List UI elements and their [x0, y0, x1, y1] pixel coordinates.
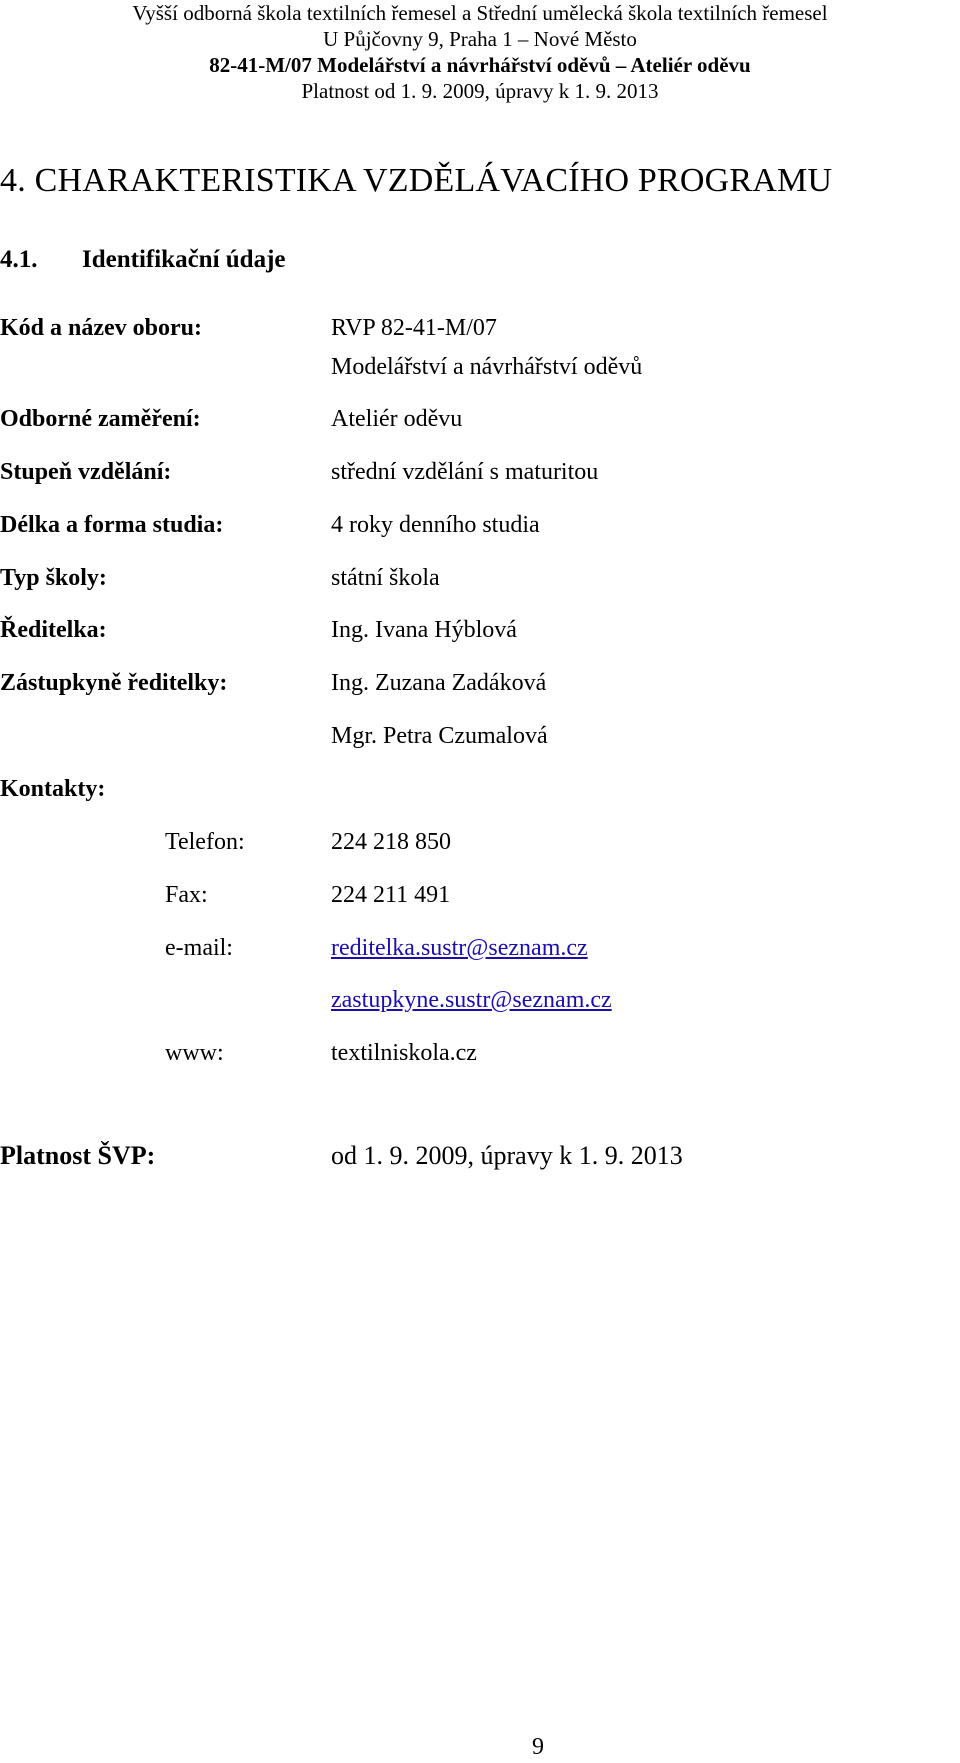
school-type-label: Typ školy: [0, 565, 107, 591]
section-number: 4.1. [0, 246, 38, 273]
fax-label: Fax: [165, 882, 208, 908]
level-label: Stupeň vzdělání: [0, 459, 172, 485]
field-name-value: Modelářství a návrhářství oděvů [331, 354, 643, 380]
www-label: www: [165, 1040, 224, 1066]
specialization-value: Ateliér oděvu [331, 406, 463, 432]
email-link-director[interactable]: reditelka.sustr@seznam.cz [331, 935, 588, 961]
header-school-name: Vyšší odborná škola textilních řemesel a Střední umělecká škola textilních řemesel [132, 1, 828, 25]
www-value: textilniskola.cz [331, 1040, 477, 1066]
email-link-deputy[interactable]: zastupkyne.sustr@seznam.cz [331, 987, 612, 1013]
school-type-value: státní škola [331, 565, 440, 591]
phone-label: Telefon: [165, 829, 245, 855]
validity-label: Platnost ŠVP: [0, 1141, 156, 1170]
phone-value: 224 218 850 [331, 829, 451, 855]
field-code-label: Kód a název oboru: [0, 315, 203, 341]
deputy-value-2: Mgr. Petra Czumalová [331, 723, 548, 749]
chapter-title: 4. CHARAKTERISTIKA VZDĚLÁVACÍHO PROGRAMU [0, 162, 833, 199]
deputy-value-1: Ing. Zuzana Zadáková [331, 670, 547, 696]
specialization-label: Odborné zaměření: [0, 406, 201, 432]
field-code-value: RVP 82-41-M/07 [331, 315, 497, 341]
email-label: e-mail: [165, 935, 233, 961]
duration-value: 4 roky denního studia [331, 512, 540, 538]
duration-label: Délka a forma studia: [0, 512, 224, 538]
section-title: Identifikační údaje [82, 246, 286, 273]
level-value: střední vzdělání s maturitou [331, 459, 599, 485]
deputy-label: Zástupkyně ředitelky: [0, 670, 228, 696]
header-address: U Půjčovny 9, Praha 1 – Nové Město [323, 27, 637, 51]
header-validity: Platnost od 1. 9. 2009, úpravy k 1. 9. 2013 [301, 79, 659, 103]
director-label: Ředitelka: [0, 617, 107, 643]
contacts-label: Kontakty: [0, 776, 106, 802]
validity-value: od 1. 9. 2009, úpravy k 1. 9. 2013 [331, 1141, 683, 1170]
director-value: Ing. Ivana Hýblová [331, 617, 517, 643]
fax-value: 224 211 491 [331, 882, 451, 908]
page-number: 9 [532, 1734, 544, 1760]
header-program: 82-41-M/07 Modelářství a návrhářství oděvů – Ateliér oděvu [209, 53, 751, 77]
